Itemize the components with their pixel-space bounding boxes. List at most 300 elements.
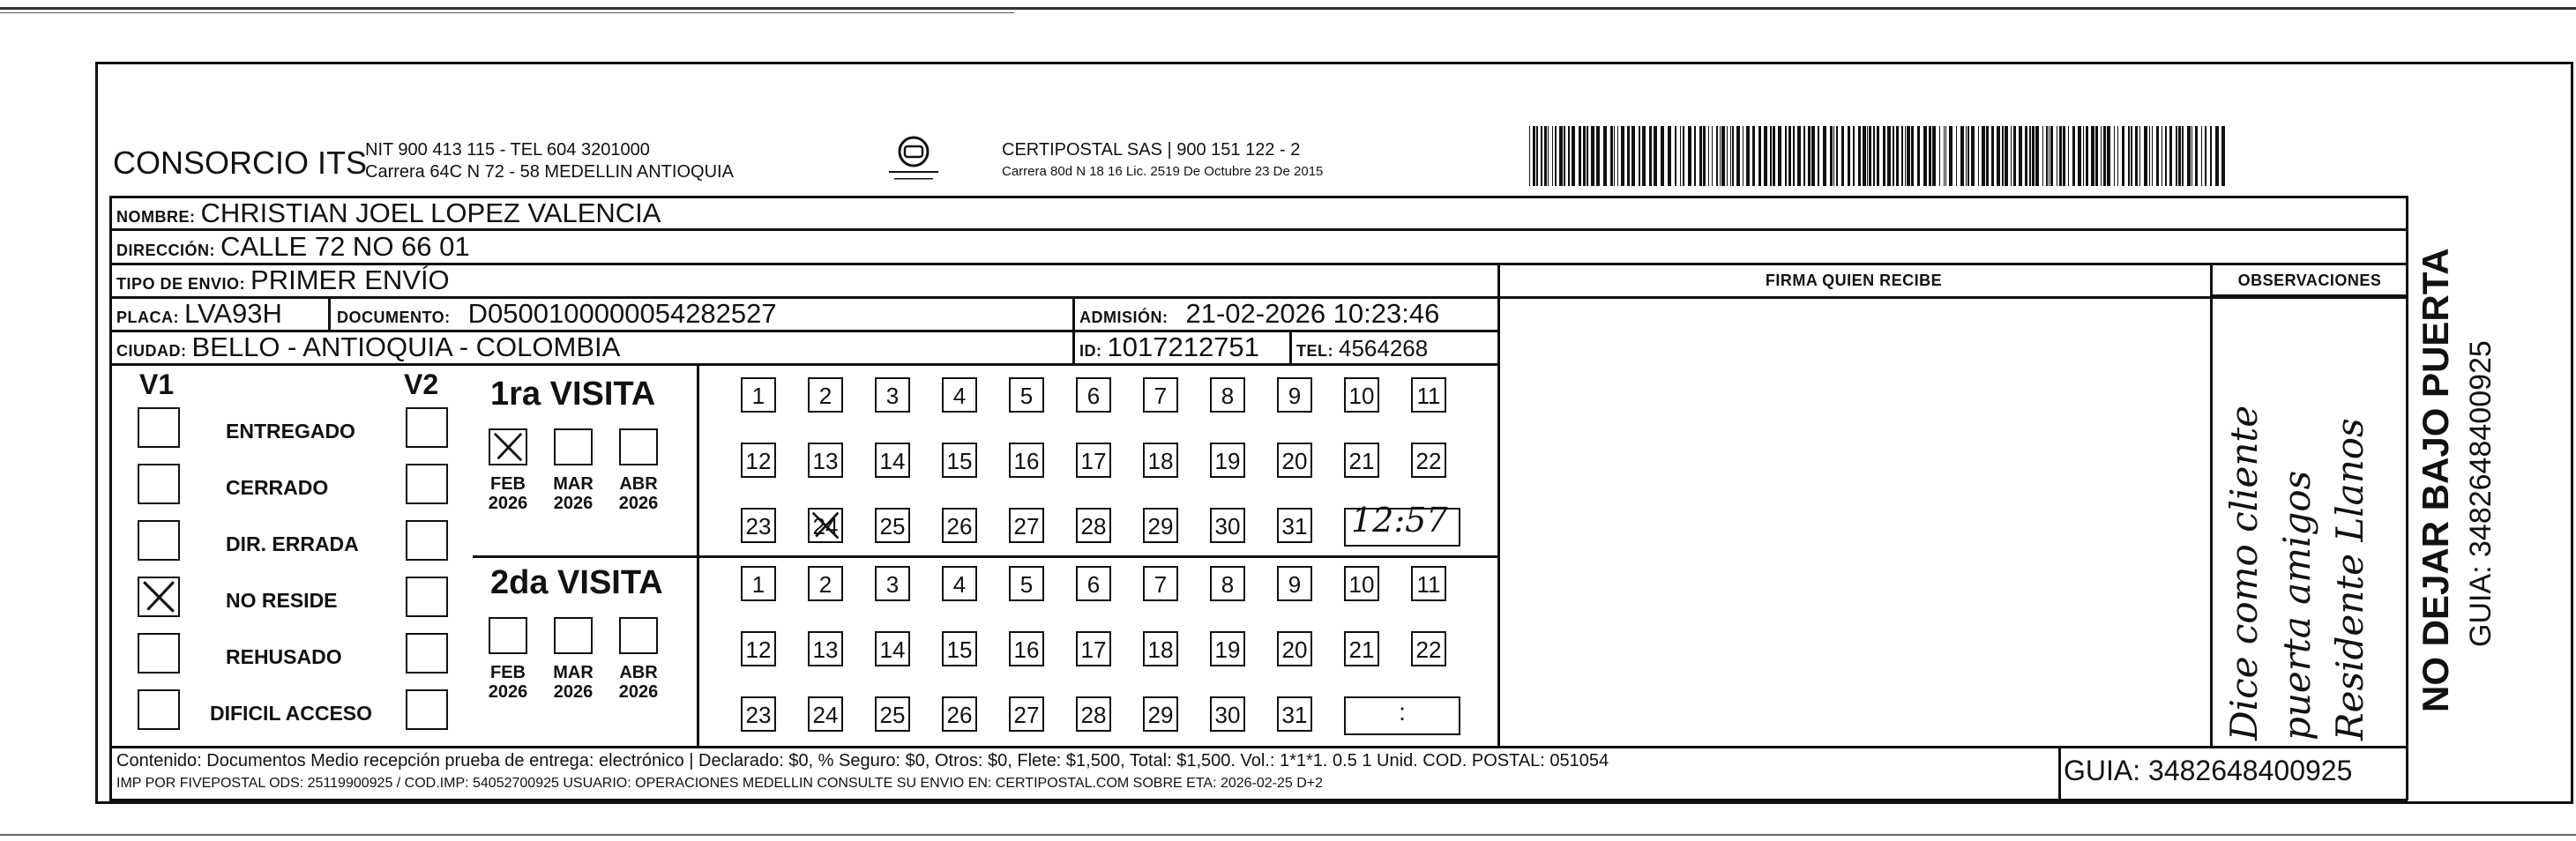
tel-value: 4564268 — [1339, 335, 1429, 361]
day-box[interactable] — [808, 508, 843, 543]
day-box[interactable]: 15 — [942, 443, 977, 478]
barcode-bar — [1568, 126, 1570, 186]
id-value: 1017212751 — [1107, 331, 1259, 362]
barcode-bar — [1683, 126, 1684, 186]
row-divider — [109, 799, 2408, 801]
day-box[interactable]: 19 — [1210, 631, 1245, 666]
barcode-bar — [1901, 126, 1903, 186]
day-box[interactable]: 31 — [1277, 508, 1312, 543]
barcode-bar — [2035, 126, 2039, 186]
barcode-bar — [1564, 126, 1565, 186]
month-checkbox[interactable] — [489, 428, 527, 465]
col-divider — [1072, 296, 1075, 363]
day-box[interactable]: 4 — [942, 377, 977, 413]
barcode-bar — [2103, 126, 2106, 186]
month-name: ABR — [619, 474, 658, 494]
barcode-bar — [2201, 126, 2202, 186]
barcode-bar — [1991, 126, 1994, 186]
tipo-label: TIPO DE ENVIO: — [116, 275, 246, 293]
month-checkbox[interactable] — [619, 428, 658, 465]
month-checkbox[interactable] — [489, 617, 527, 654]
barcode-bar — [1721, 126, 1725, 186]
v1-checkbox[interactable] — [138, 464, 180, 504]
barcode-bar — [1617, 126, 1618, 186]
barcode-bar — [2187, 126, 2191, 186]
barcode-bar — [2095, 126, 2098, 186]
barcode-bar — [2107, 126, 2110, 186]
status-option-label: REHUSADO — [226, 645, 342, 668]
barcode-bar — [1661, 126, 1664, 186]
day-box[interactable]: 28 — [1076, 508, 1111, 543]
ciudad-value: BELLO - ANTIOQUIA - COLOMBIA — [191, 331, 621, 362]
barcode-bar — [1716, 126, 1718, 186]
month-year: 2026 — [618, 494, 659, 513]
month-name: FEB — [490, 663, 526, 682]
barcode-bar — [1694, 126, 1696, 186]
barcode-bar — [1960, 126, 1964, 186]
day-box[interactable]: 30 — [1210, 508, 1245, 543]
barcode-bar — [2152, 126, 2153, 186]
day-box[interactable]: 31 — [1277, 696, 1312, 732]
barcode-bar — [1627, 126, 1630, 186]
day-box[interactable]: 11 — [1411, 566, 1446, 601]
barcode-bar — [2165, 126, 2167, 186]
top-rule-thin — [0, 12, 1014, 13]
documento-label: DOCUMENTO: — [337, 309, 451, 326]
day-box[interactable]: 20 — [1277, 443, 1312, 478]
v2-checkbox[interactable] — [406, 633, 448, 674]
barcode-bar — [1746, 126, 1750, 186]
barcode-bar — [1803, 126, 1805, 186]
barcode-bar — [1917, 126, 1920, 186]
barcode-bar — [2156, 126, 2159, 186]
barcode-bar — [2032, 126, 2035, 186]
barcode-bar — [1536, 126, 1538, 186]
day-box[interactable]: 5 — [1009, 377, 1044, 413]
col-divider — [328, 296, 331, 331]
v2-checkbox[interactable] — [406, 464, 448, 504]
day-box[interactable]: 4 — [942, 566, 977, 601]
barcode-bar — [1680, 126, 1681, 186]
barcode-bar — [2135, 126, 2138, 186]
barcode-bar — [1808, 126, 1811, 186]
v1-checkbox[interactable] — [138, 577, 180, 617]
day-box[interactable]: 3 — [875, 566, 910, 601]
ciudad-row — [116, 331, 620, 363]
first-visit-title: 1ra VISITA — [490, 376, 656, 413]
barcode-bar — [1552, 126, 1553, 186]
barcode-bar — [1887, 126, 1891, 186]
month-year: 2026 — [488, 682, 528, 702]
barcode-bar — [1818, 126, 1819, 186]
v1-checkbox[interactable] — [138, 633, 180, 674]
day-box[interactable]: 27 — [1009, 508, 1044, 543]
barcode-bar — [1773, 126, 1775, 186]
day-box[interactable]: 6 — [1076, 566, 1111, 601]
second-visit-title: 2da VISITA — [490, 564, 663, 601]
barcode-bar — [1529, 126, 1530, 186]
barcode-bar — [1833, 126, 1834, 186]
month-year: 2026 — [488, 494, 528, 513]
company-address: Carrera 64C N 72 - 58 MEDELLIN ANTIOQUIA — [365, 162, 734, 182]
day-box[interactable]: 8 — [1210, 566, 1245, 601]
barcode-bar — [1712, 126, 1713, 186]
v2-checkbox[interactable] — [406, 407, 448, 448]
col-divider — [1289, 330, 1292, 363]
col-divider — [1497, 263, 1500, 748]
month-name: FEB — [490, 474, 526, 494]
barcode-bar — [1621, 126, 1624, 186]
barcode-bar — [1811, 126, 1815, 186]
barcode-bar — [1848, 126, 1850, 186]
barcode-bar — [1770, 126, 1772, 186]
guia-box: GUIA: 3482648400925 — [2064, 755, 2353, 786]
barcode-bar — [2072, 126, 2075, 186]
status-option-label: ENTREGADO — [226, 420, 355, 443]
courier-name: CERTIPOSTAL SAS | 900 151 122 - 2 — [1002, 140, 1301, 160]
company-nit: NIT 900 413 115 - TEL 604 3201000 — [365, 140, 650, 160]
observaciones-header: OBSERVACIONES — [2237, 272, 2382, 289]
barcode-bar — [1986, 126, 1989, 186]
barcode-bar — [1858, 126, 1861, 186]
day-box[interactable]: 19 — [1210, 443, 1245, 478]
barcode-bar — [1883, 126, 1885, 186]
day-box[interactable]: 14 — [875, 631, 910, 666]
day-box[interactable]: 22 — [1411, 631, 1446, 666]
barcode-bar — [1982, 126, 1985, 186]
barcode-bar — [1541, 126, 1542, 186]
barcode-bar — [1971, 126, 1975, 186]
barcode-bar — [2122, 126, 2124, 186]
day-box[interactable]: 14 — [875, 443, 910, 478]
tel-label: TEL: — [1296, 342, 1333, 360]
barcode-bar — [2068, 126, 2069, 186]
barcode-bar — [1778, 126, 1781, 186]
barcode-bar — [2176, 126, 2177, 186]
barcode-bar — [2182, 126, 2184, 186]
tipo-row — [116, 264, 450, 296]
day-box[interactable]: 26 — [942, 508, 977, 543]
barcode-bar — [1654, 126, 1657, 186]
day-box[interactable]: 8 — [1210, 377, 1245, 413]
day-box[interactable]: 24 — [808, 696, 843, 732]
col-divider — [2058, 746, 2061, 800]
day-box[interactable]: 17 — [1076, 631, 1111, 666]
barcode-bar — [2050, 126, 2053, 186]
barcode-bar — [2042, 126, 2043, 186]
day-box[interactable]: 21 — [1344, 443, 1379, 478]
row-divider — [109, 746, 2408, 748]
day-box[interactable]: 3 — [875, 377, 910, 413]
month-name: MAR — [553, 474, 594, 494]
day-box[interactable]: 16 — [1009, 443, 1044, 478]
nombre-row — [116, 197, 661, 229]
v1-checkbox[interactable] — [138, 520, 180, 561]
barcode-bar — [1544, 126, 1547, 186]
barcode-bar — [2078, 126, 2081, 186]
barcode-bar — [1730, 126, 1731, 186]
barcode-bar — [2178, 126, 2181, 186]
bottom-rule — [0, 834, 2576, 836]
barcode-bar — [2221, 126, 2225, 186]
barcode-bar — [2195, 126, 2198, 186]
barcode-bar — [1797, 126, 1801, 186]
v2-header: V2 — [404, 368, 439, 400]
barcode-bar — [2131, 126, 2132, 186]
barcode-bar — [1836, 126, 1838, 186]
day-box[interactable]: 6 — [1076, 377, 1111, 413]
day-box[interactable]: 5 — [1009, 566, 1044, 601]
direccion-label: DIRECCIÓN: — [116, 242, 215, 259]
status-option-label: CERRADO — [226, 476, 329, 499]
day-box[interactable]: 12 — [741, 443, 776, 478]
day-box[interactable]: 29 — [1143, 508, 1178, 543]
barcode-bar — [1911, 126, 1914, 186]
barcode-bar — [1867, 126, 1868, 186]
id-label: ID: — [1079, 342, 1102, 360]
barcode-bar — [1978, 126, 1979, 186]
barcode-bar — [2046, 126, 2048, 186]
day-box[interactable]: 2 — [808, 566, 843, 601]
barcode-bar — [1956, 126, 1957, 186]
barcode-bar — [1929, 126, 1931, 186]
barcode-bar — [1736, 126, 1740, 186]
day-mark — [810, 510, 841, 541]
barcode-bar — [1559, 126, 1563, 186]
day-box[interactable]: 26 — [942, 696, 977, 732]
barcode-bar — [2063, 126, 2065, 186]
barcode-bar — [2049, 126, 2050, 186]
barcode-bar — [1841, 126, 1844, 186]
day-box[interactable]: 10 — [1344, 377, 1379, 413]
month-checkbox[interactable] — [554, 428, 593, 465]
barcode-bar — [1579, 126, 1581, 186]
admision-row — [1079, 298, 1439, 330]
day-box[interactable]: 15 — [942, 631, 977, 666]
barcode-bar — [1533, 126, 1535, 186]
admision-value: 21-02-2026 10:23:46 — [1185, 298, 1440, 329]
barcode-bar — [1907, 126, 1910, 186]
barcode-bar — [1596, 126, 1600, 186]
direccion-value: CALLE 72 NO 66 01 — [220, 231, 470, 262]
company-name: CONSORCIO ITS — [113, 145, 368, 181]
barcode-bar — [2091, 126, 2094, 186]
day-box[interactable]: 18 — [1143, 443, 1178, 478]
barcode-bar — [1785, 126, 1787, 186]
barcode-bar — [1853, 126, 1855, 186]
month-label — [482, 474, 534, 513]
barcode-bar — [1631, 126, 1635, 186]
day-box[interactable]: 12 — [741, 631, 776, 666]
barcode-bar — [2128, 126, 2130, 186]
documento-value: D0500100000054282527 — [467, 298, 777, 329]
day-box[interactable]: 1 — [741, 566, 776, 601]
tipo-value: PRIMER ENVÍO — [250, 264, 450, 295]
barcode-bar — [1869, 126, 1871, 186]
barcode-bar — [1905, 126, 1906, 186]
barcode-bar — [1932, 126, 1936, 186]
barcode-bar — [1923, 126, 1927, 186]
v1-checkbox[interactable] — [138, 689, 180, 730]
barcode-bar — [1945, 126, 1946, 186]
barcode-bar — [2191, 126, 2192, 186]
status-option-label: NO RESIDE — [226, 589, 338, 612]
month-label — [547, 663, 600, 702]
barcode-bar — [1727, 126, 1728, 186]
barcode-bar — [1603, 126, 1607, 186]
barcode-bar — [1587, 126, 1588, 186]
admision-label: ADMISIÓN: — [1079, 309, 1169, 326]
barcode-bar — [1863, 126, 1866, 186]
barcode-bar — [1793, 126, 1795, 186]
month-label — [612, 474, 665, 513]
documento-row — [337, 298, 777, 330]
day-box[interactable]: 16 — [1009, 631, 1044, 666]
barcode-bar — [2101, 126, 2102, 186]
barcode-bar — [1758, 126, 1761, 186]
v1-header: V1 — [139, 368, 175, 400]
nombre-label: NOMBRE: — [116, 208, 196, 226]
barcode-bar — [1830, 126, 1833, 186]
day-box[interactable]: 2 — [808, 377, 843, 413]
barcode-bar — [1708, 126, 1709, 186]
month-name: ABR — [619, 663, 658, 682]
day-box[interactable]: 11 — [1411, 377, 1446, 413]
barcode-bar — [2019, 126, 2022, 186]
barcode-bar — [1591, 126, 1594, 186]
barcode-bar — [1639, 126, 1640, 186]
col-divider — [2406, 196, 2408, 800]
barcode-bar — [1699, 126, 1702, 186]
month-label — [612, 663, 665, 702]
nombre-value: CHRISTIAN JOEL LOPEZ VALENCIA — [200, 197, 661, 228]
day-box[interactable]: 9 — [1277, 377, 1312, 413]
day-box[interactable]: 25 — [875, 696, 910, 732]
day-box[interactable]: 23 — [741, 696, 776, 732]
month-label — [482, 663, 534, 702]
barcode-bar — [1893, 126, 1894, 186]
day-box[interactable]: 23 — [741, 508, 776, 543]
barcode-bar — [2002, 126, 2004, 186]
barcode-bar — [1877, 126, 1879, 186]
barcode-bar — [1675, 126, 1676, 186]
ciudad-label: CIUDAD: — [116, 342, 187, 360]
barcode-bar — [2114, 126, 2115, 186]
v2-checkbox[interactable] — [406, 689, 448, 730]
month-checkbox[interactable] — [619, 617, 658, 654]
barcode-bar — [1572, 126, 1575, 186]
top-rule — [0, 7, 2576, 10]
status-option-label: DIR. ERRADA — [226, 532, 359, 555]
col-divider — [109, 196, 112, 800]
day-box[interactable]: 29 — [1143, 696, 1178, 732]
barcode-bar — [2215, 126, 2219, 186]
month-label — [547, 474, 600, 513]
barcode-bar — [1649, 126, 1652, 186]
barcode-bar — [1873, 126, 1875, 186]
barcode-bar — [1997, 126, 2000, 186]
day-box[interactable]: 28 — [1076, 696, 1111, 732]
firma-header: FIRMA QUIEN RECIBE — [1765, 272, 1943, 289]
day-box[interactable]: 22 — [1411, 443, 1446, 478]
barcode-bar — [1764, 126, 1767, 186]
v1-checkbox[interactable] — [138, 407, 180, 448]
day-box[interactable]: 1 — [741, 377, 776, 413]
observaciones-note-1: Dice como cliente — [2222, 405, 2266, 741]
day-box[interactable]: 18 — [1143, 631, 1178, 666]
barcode-bar — [1788, 126, 1791, 186]
barcode-bar — [1688, 126, 1691, 186]
day-box[interactable]: 27 — [1009, 696, 1044, 732]
first-visit-time: 12:57 — [1351, 501, 1448, 540]
v2-checkbox[interactable] — [406, 577, 448, 617]
barcode-bar — [1944, 126, 1945, 186]
barcode-bar — [1610, 126, 1613, 186]
day-box[interactable]: 13 — [808, 443, 843, 478]
barcode-bar — [1939, 126, 1940, 186]
barcode-bar — [1752, 126, 1755, 186]
barcode — [1529, 126, 2231, 186]
month-checkbox[interactable] — [554, 617, 593, 654]
row-divider — [109, 263, 2408, 265]
month-year: 2026 — [618, 682, 659, 702]
barcode-bar — [2205, 126, 2206, 186]
barcode-bar — [2210, 126, 2212, 186]
day-number: 24 — [812, 513, 839, 540]
day-box[interactable]: 20 — [1277, 631, 1312, 666]
barcode-bar — [1642, 126, 1646, 186]
month-name: MAR — [553, 663, 594, 682]
barcode-bar — [2086, 126, 2088, 186]
month-year: 2026 — [553, 682, 594, 702]
barcode-bar — [2011, 126, 2012, 186]
col-divider — [2210, 263, 2213, 748]
time-box[interactable]: : — [1344, 696, 1460, 735]
barcode-bar — [2139, 126, 2140, 186]
observaciones-note-3: Residente Llanos — [2328, 418, 2371, 741]
barcode-bar — [2029, 126, 2031, 186]
barcode-bar — [2013, 126, 2016, 186]
barcode-bar — [1732, 126, 1734, 186]
day-box[interactable]: 13 — [808, 631, 843, 666]
direccion-row — [116, 231, 470, 263]
barcode-bar — [1967, 126, 1969, 186]
barcode-bar — [2005, 126, 2008, 186]
day-box[interactable]: 10 — [1344, 566, 1379, 601]
day-box[interactable]: 25 — [875, 508, 910, 543]
barcode-bar — [2144, 126, 2147, 186]
day-box[interactable]: 21 — [1344, 631, 1379, 666]
barcode-bar — [2117, 126, 2118, 186]
certipostal-logo — [885, 132, 942, 185]
day-box[interactable]: 17 — [1076, 443, 1111, 478]
barcode-bar — [2025, 126, 2027, 186]
v2-checkbox[interactable] — [406, 520, 448, 561]
row-divider — [109, 363, 1499, 366]
barcode-bar — [1668, 126, 1671, 186]
barcode-bar — [1823, 126, 1826, 186]
placa-label: PLACA: — [116, 309, 179, 326]
day-box[interactable]: 7 — [1143, 566, 1178, 601]
day-box[interactable]: 30 — [1210, 696, 1245, 732]
day-box[interactable]: 9 — [1277, 566, 1312, 601]
side-guia: GUIA: 3482648400925 — [2464, 340, 2498, 647]
observaciones-note-2: puerta amigos — [2275, 470, 2318, 741]
month-year: 2026 — [553, 494, 594, 513]
barcode-bar — [1614, 126, 1615, 186]
barcode-bar — [1949, 126, 1953, 186]
day-box[interactable]: 7 — [1143, 377, 1178, 413]
